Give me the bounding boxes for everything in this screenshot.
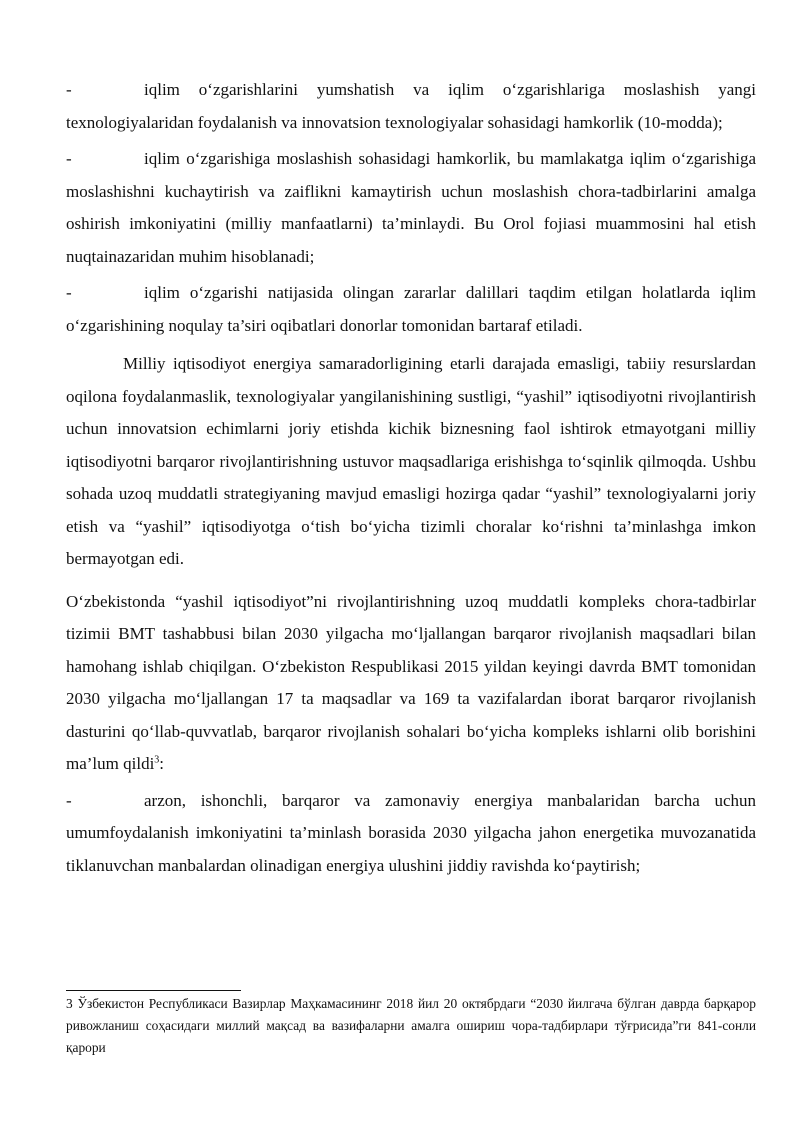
footnote-reference[interactable]: 3 (154, 754, 160, 766)
list-item-text: iqlim o‘zgarishlarini yumshatish va iqlim o‘zgarishlariga moslashish yangi texnologiyalaridan foydalanish va innovatsion texnologiyalar sohasidagi hamkorlik (10-modda); (66, 80, 756, 132)
list-dash: - (66, 790, 72, 810)
list-dash: - (66, 149, 72, 168)
list-dash: - (66, 80, 72, 99)
list-item-text: iqlim o‘zgarishi natijasida olingan zararlar dalillari taqdim etilgan holatlarda iqlim o‘zgarishining noqulay ta’siri oqibatlari donorlar tomonidan bartaraf etiladi. (66, 283, 756, 335)
list-item (66, 785, 756, 883)
list-item (66, 74, 756, 139)
list-item (66, 143, 756, 273)
list-item (66, 277, 756, 342)
paragraph: Milliy iqtisodiyot energiya samaradorligining etarli darajada emasligi, tabiiy resurslardan oqilona foydalanmaslik, texnologiyalar yangilanishining sustligi, “yashil” iqtisodiyotni rivojlantirish uchun innovatsion echimlarni joriy etishda kichik biznesning faol ishtirok etmayotgani milliy iqtisodiyotni barqaror rivojlantirishning ustuvor maqsadlariga erishishga to‘sqinlik qilmoqda. Ushbu sohada uzoq muddatli strategiyaning mavjud emasligi hozirga qadar “yashil” texnologiyalarni joriy etish va “yashil” iqtisodiyotga o‘tish bo‘yicha tizimli choralar ko‘rishni ta’minlashga imkon bermayotgan edi. (66, 354, 756, 568)
list-item-text: iqlim o‘zgarishiga moslashish sohasidagi hamkorlik, bu mamlakatga iqlim o‘zgarishiga moslashishni kuchaytirish va zaiflikni kamaytirish uchun moslashish chora-tadbirlarini amalga oshirish imkoniyatini (milliy manfaatlarni) ta’minlaydi. Bu Orol fojiasi muammosini hal etish nuqtainazaridan muhim hisoblanadi; (66, 149, 756, 266)
list-item-text: arzon, ishonchli, barqaror va zamonaviy energiya manbalaridan barcha uchun umumfoydalanish imkoniyatini ta’minlash borasida 2030 yilgacha jahon energetika muvozanatida tiklanuvchan manbalardan olinadigan energiya ulushini jiddiy ravishda ko‘paytirish; (66, 790, 756, 875)
footnote-separator (66, 990, 241, 991)
list-dash: - (66, 283, 72, 302)
paragraph (66, 586, 756, 781)
paragraph-tail: : (159, 754, 165, 773)
footnote: 3 Ўзбекистон Республикаси Вазирлар Маҳкамасининг 2018 йил 20 октябрдаги “2030 йилгача бўлган даврда барқарор ривожланиш соҳасидаги миллий мақсад ва вазифаларни амалга ошириш чора-тадбирлари тўғрисида”ги 841-сонли қарори (66, 996, 756, 1055)
body-text (66, 74, 756, 882)
paragraph-text: O‘zbekistonda “yashil iqtisodiyot”ni rivojlantirishning uzoq muddatli kompleks chora-tadbirlar tizimii BMT tashabbusi bilan 2030 yilgacha mo‘ljallangan barqaror rivojlanish maqsadlari bilan hamohang ishlab chiqilgan. O‘zbekiston Respublikasi 2015 yildan keyingi davrda BMT tomonidan 2030 yilgacha mo‘ljallangan 17 ta maqsadlar va 169 ta vazifalardan iborat barqaror rivojlanish dasturini qo‘llab-quvvatlab, barqaror rivojlanish sohalari bo‘yicha kompleks ishlarni olib borishini ma’lum qildi (66, 591, 756, 773)
